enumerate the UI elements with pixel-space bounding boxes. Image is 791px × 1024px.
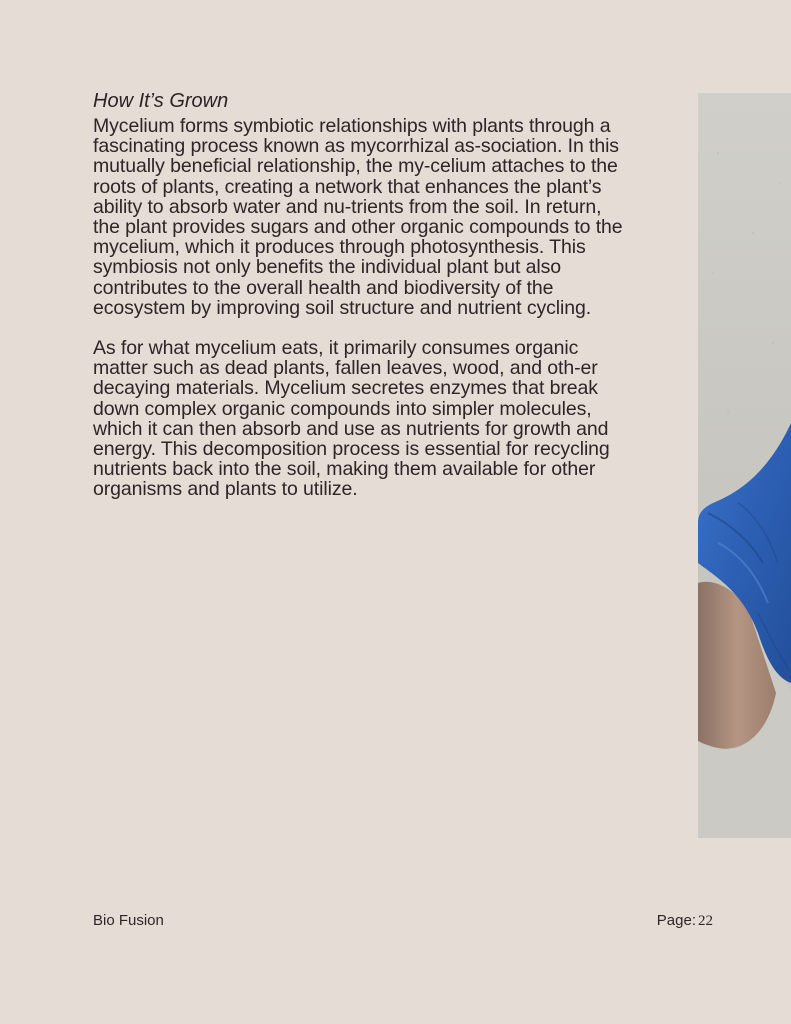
gloved-arm-photo <box>698 93 791 838</box>
photo-illustration <box>698 93 791 838</box>
section-heading: How It’s Grown <box>93 90 229 112</box>
article-body <box>93 88 633 500</box>
page-number: 22 <box>698 913 713 929</box>
paragraph-2: As for what mycelium eats, it primarily consumes organic matter such as dead plants, fallen leaves, wood, and oth-er decaying materials. Mycelium secretes enzymes that break down complex organic compounds into simpler molecules, which it can then absorb and use as nutrients for growth and energy. This decomposition process is essential for recycling nutrients back into the soil, making them available for other organisms and plants to utilize. <box>93 337 610 501</box>
publication-name: Bio Fusion <box>93 912 164 929</box>
page-label: Page: <box>656 912 696 929</box>
page-number-label <box>657 912 713 930</box>
paragraph-1: Mycelium forms symbiotic relationships with plants through a fascinating process known as mycorrhizal as-sociation. In this mutually beneficial relationship, the my-celium attaches to the roots of plants, creating a network that enhances the plant’s ability to absorb water and nu-trients from the soil. In return, the plant provides sugars and other organic compounds to the mycelium, which it produces through photosynthesis. This symbiosis not only benefits the individual plant but also contributes to the overall health and biodiversity of the ecosystem by improving soil structure and nutrient cycling. <box>93 115 623 319</box>
